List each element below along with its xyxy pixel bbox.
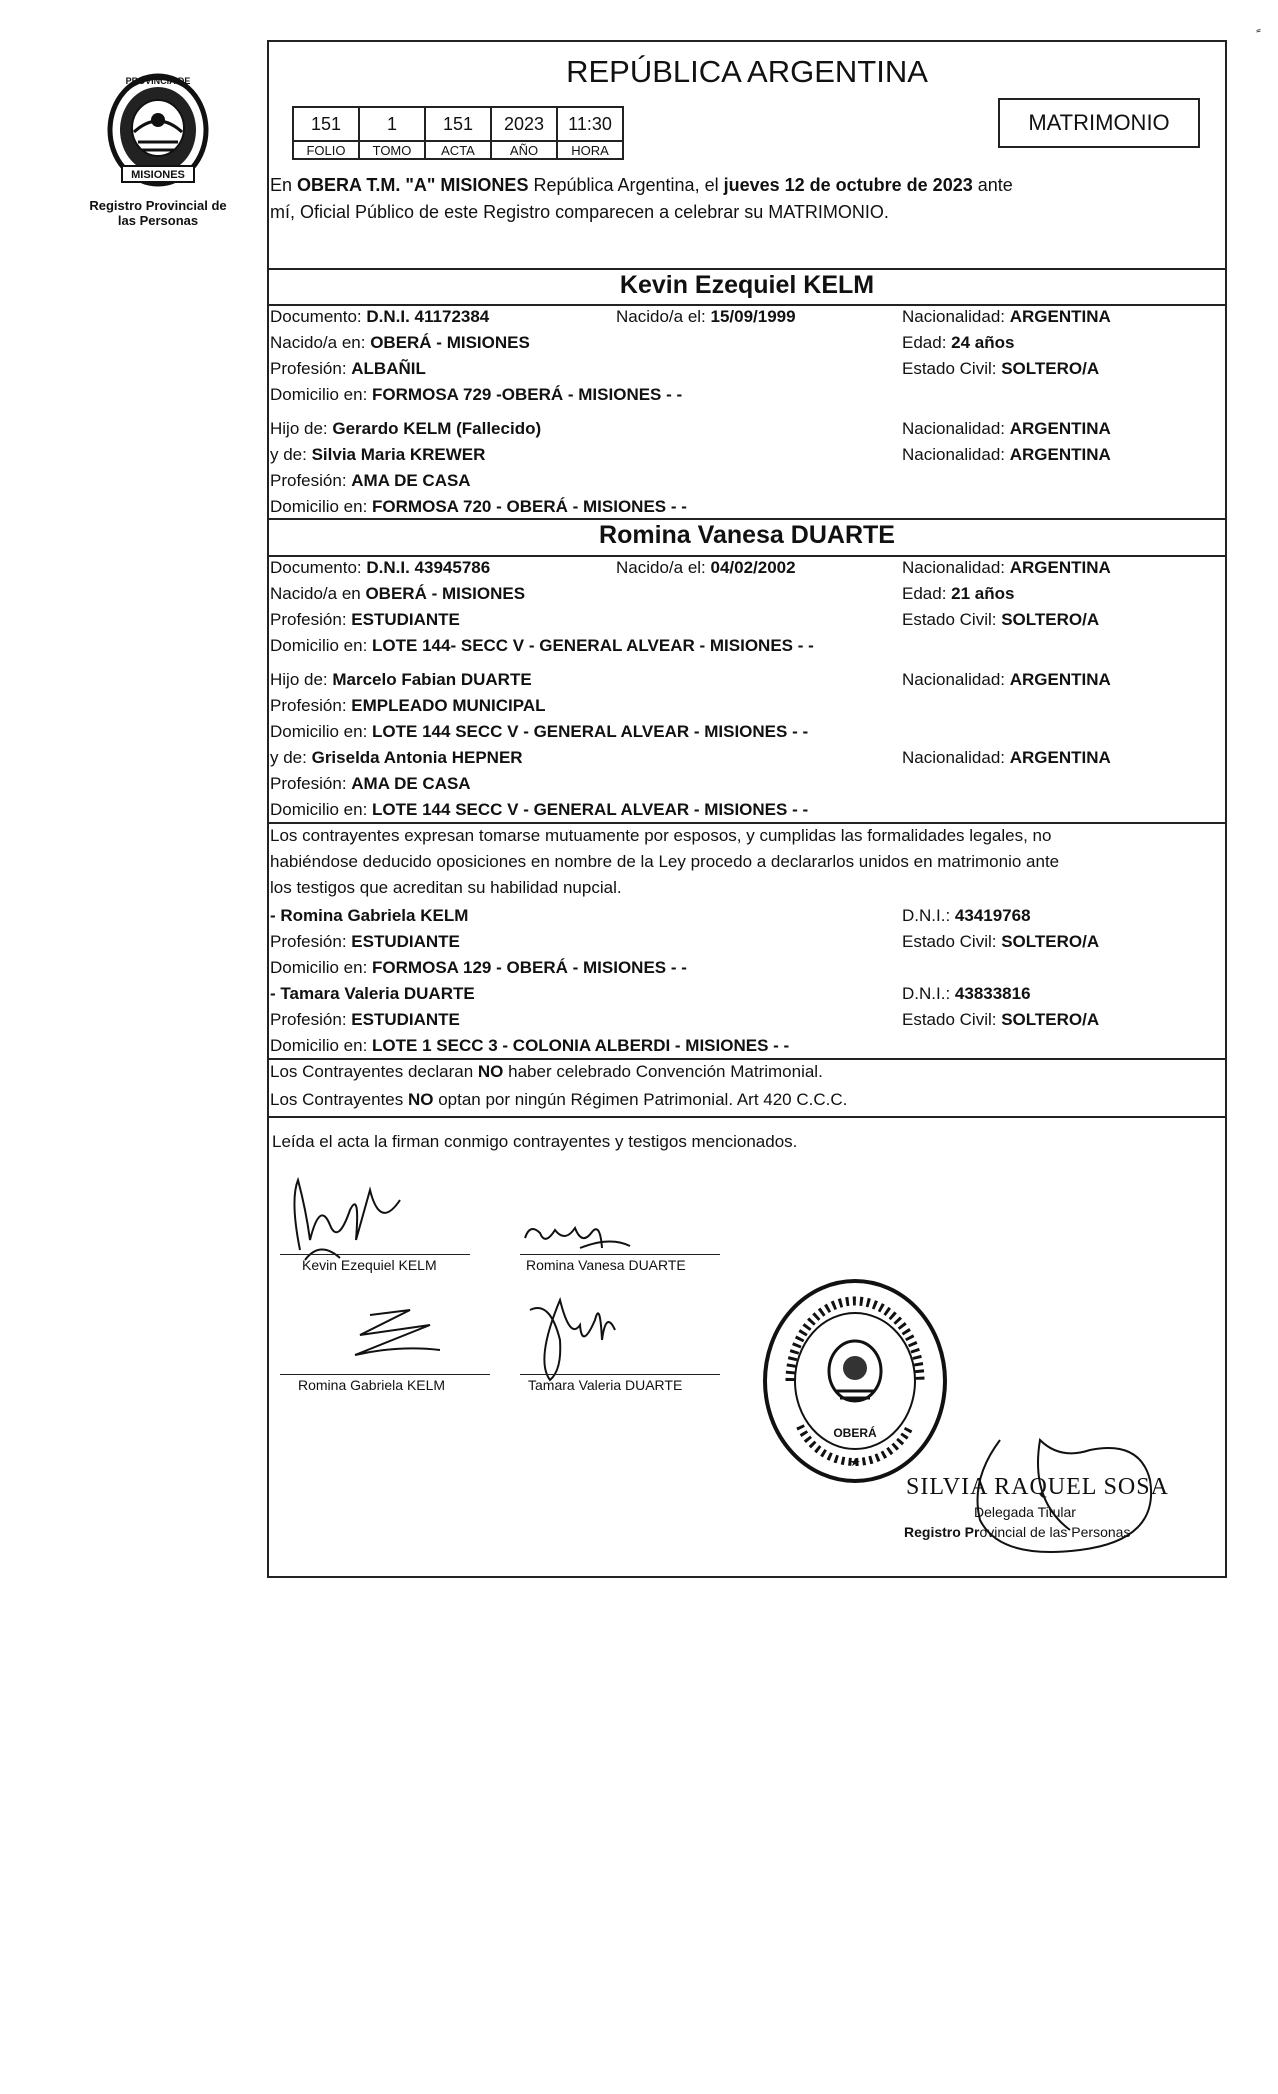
seal-bottom-text: OBERÁ [833,1426,877,1440]
divider [267,268,1227,270]
ano-label: AÑO [491,141,557,159]
spouse2-mother-nationality: Nacionalidad: ARGENTINA [902,748,1111,767]
acta-value: 151 [425,107,491,141]
spouse1-mother-address: Domicilio en: FORMOSA 720 - OBERÁ - MISIONES - - [270,497,687,516]
record-header-table [292,106,624,160]
official-title: Delegada Titular [974,1504,1076,1520]
signature-caption-romina-vanesa: Romina Vanesa DUARTE [526,1257,686,1273]
spouse2-nationality: Nacionalidad: ARGENTINA [902,558,1111,577]
spouse2-mother-profession: Profesión: AMA DE CASA [270,774,471,793]
acta-label: ACTA [425,141,491,159]
spouse2-father-address: Domicilio en: LOTE 144 SECC V - GENERAL ALVEAR - MISIONES - - [270,722,809,741]
divider [267,518,1227,520]
divider [267,1116,1227,1118]
spouse2-address: Domicilio en: LOTE 144- SECC V - GENERAL ALVEAR - MISIONES - - [270,636,814,655]
witness1-profession: Profesión: ESTUDIANTE [270,932,460,951]
intro-line-2: mí, Oficial Público de este Registro comparecen a celebrar su MATRIMONIO. [270,202,889,222]
spouse1-father: Hijo de: Gerardo KELM (Fallecido) [270,419,542,438]
spouse2-mother-address: Domicilio en: LOTE 144 SECC V - GENERAL ALVEAR - MISIONES - - [270,800,809,819]
spouse2-birthplace: Nacido/a en OBERÁ - MISIONES [270,584,526,603]
convention-line-1: Los Contrayentes declaran NO haber celebrado Convención Matrimonial. [270,1062,823,1081]
spouse1-nationality: Nacionalidad: ARGENTINA [902,307,1111,326]
declaration-line-3: los testigos que acreditan su habilidad nupcial. [270,878,622,897]
registry-label: Registro Provincial de las Personas [89,198,227,228]
declaration-line-2: habiéndose deducido oposiciones en nombre de la Ley procedo a declararlos unidos en matrimonio ante [270,852,1060,871]
convention-line-2: Los Contrayentes NO optan por ningún Régimen Patrimonial. Art 420 C.C.C. [270,1090,848,1109]
divider [267,822,1227,824]
hora-label: HORA [557,141,623,159]
signature-line [520,1374,720,1375]
logo-bottom-text: MISIONES [131,169,185,181]
spouse2-civil-status: Estado Civil: SOLTERO/A [902,610,1100,629]
spouse1-profession: Profesión: ALBAÑIL [270,359,426,378]
spouse1-father-nationality: Nacionalidad: ARGENTINA [902,419,1111,438]
signature-line [280,1254,470,1255]
spouse2-document: Documento: D.N.I. 43945786 [270,558,491,577]
spouse2-birth-date: Nacido/a el: 04/02/2002 [616,558,796,577]
official-office: Registro Provincial de las Personas [904,1524,1131,1540]
tomo-value: 1 [359,107,425,141]
spouse2-father: Hijo de: Marcelo Fabian DUARTE [270,670,532,689]
folio-value: 151 [293,107,359,141]
witness2-address: Domicilio en: LOTE 1 SECC 3 - COLONIA ALBERDI - MISIONES - - [270,1036,790,1055]
witness1-address: Domicilio en: FORMOSA 129 - OBERÁ - MISIONES - - [270,958,687,977]
signature-caption-tamara: Tamara Valeria DUARTE [528,1377,683,1393]
spouse2-father-profession: Profesión: EMPLEADO MUNICIPAL [270,696,546,715]
tomo-label: TOMO [359,141,425,159]
folio-label: FOLIO [293,141,359,159]
official-seal-icon [760,1276,950,1486]
divider [267,555,1227,557]
witness2-name: - Tamara Valeria DUARTE [270,984,475,1003]
logo-top-text: PROVINCIA DE [125,76,191,86]
spouse2-name: Romina Vanesa DUARTE [599,521,895,549]
spouse1-birth-date: Nacido/a el: 15/09/1999 [616,307,796,326]
witness2-civil-status: Estado Civil: SOLTERO/A [902,1010,1100,1029]
signature-romina-gabriela-icon [340,1305,460,1380]
intro-line-1: En OBERA T.M. "A" MISIONES República Argentina, el jueves 12 de octubre de 2023 ante [270,175,1013,195]
spouse1-birthplace: Nacido/a en: OBERÁ - MISIONES [270,333,530,352]
signature-line [520,1254,720,1255]
signature-line [280,1374,490,1375]
document-title: REPÚBLICA ARGENTINA [566,54,928,89]
signature-caption-romina-gabriela: Romina Gabriela KELM [298,1377,446,1393]
spouse1-mother: y de: Silvia Maria KREWER [270,445,486,464]
divider [267,1058,1227,1060]
spouse1-address: Domicilio en: FORMOSA 729 -OBERÁ - MISIONES - - [270,385,683,404]
read-statement: Leída el acta la firman conmigo contrayentes y testigos mencionados. [272,1132,798,1151]
provincial-coat-of-arms-icon [104,70,212,190]
witness1-civil-status: Estado Civil: SOLTERO/A [902,932,1100,951]
spouse1-mother-nationality: Nacionalidad: ARGENTINA [902,445,1111,464]
witness1-dni: D.N.I.: 43419768 [902,906,1031,925]
spouse2-mother: y de: Griselda Antonia HEPNER [270,748,523,767]
witness1-name: - Romina Gabriela KELM [270,906,469,925]
spouse2-profession: Profesión: ESTUDIANTE [270,610,460,629]
spouse1-name: Kevin Ezequiel KELM [619,271,875,299]
spouse2-father-nationality: Nacionalidad: ARGENTINA [902,670,1111,689]
hora-value: 11:30 [557,107,623,141]
declaration-line-1: Los contrayentes expresan tomarse mutuamente por esposos, y cumplidas las formalidades legales, no [270,826,1052,845]
witness2-profession: Profesión: ESTUDIANTE [270,1010,460,1029]
spouse2-age: Edad: 21 años [902,584,1015,603]
spouse1-age: Edad: 24 años [902,333,1015,352]
record-type-box: MATRIMONIO [998,98,1200,148]
spouse1-civil-status: Estado Civil: SOLTERO/A [902,359,1100,378]
divider [267,304,1227,306]
spouse1-mother-profession: Profesión: AMA DE CASA [270,471,471,490]
signature-caption-kevin: Kevin Ezequiel KELM [302,1257,437,1273]
ano-value: 2023 [491,107,557,141]
spouse1-document: Documento: D.N.I. 41172384 [270,307,490,326]
official-name: SILVIA RAQUEL SOSA [906,1474,1169,1500]
witness2-dni: D.N.I.: 43833816 [902,984,1031,1003]
